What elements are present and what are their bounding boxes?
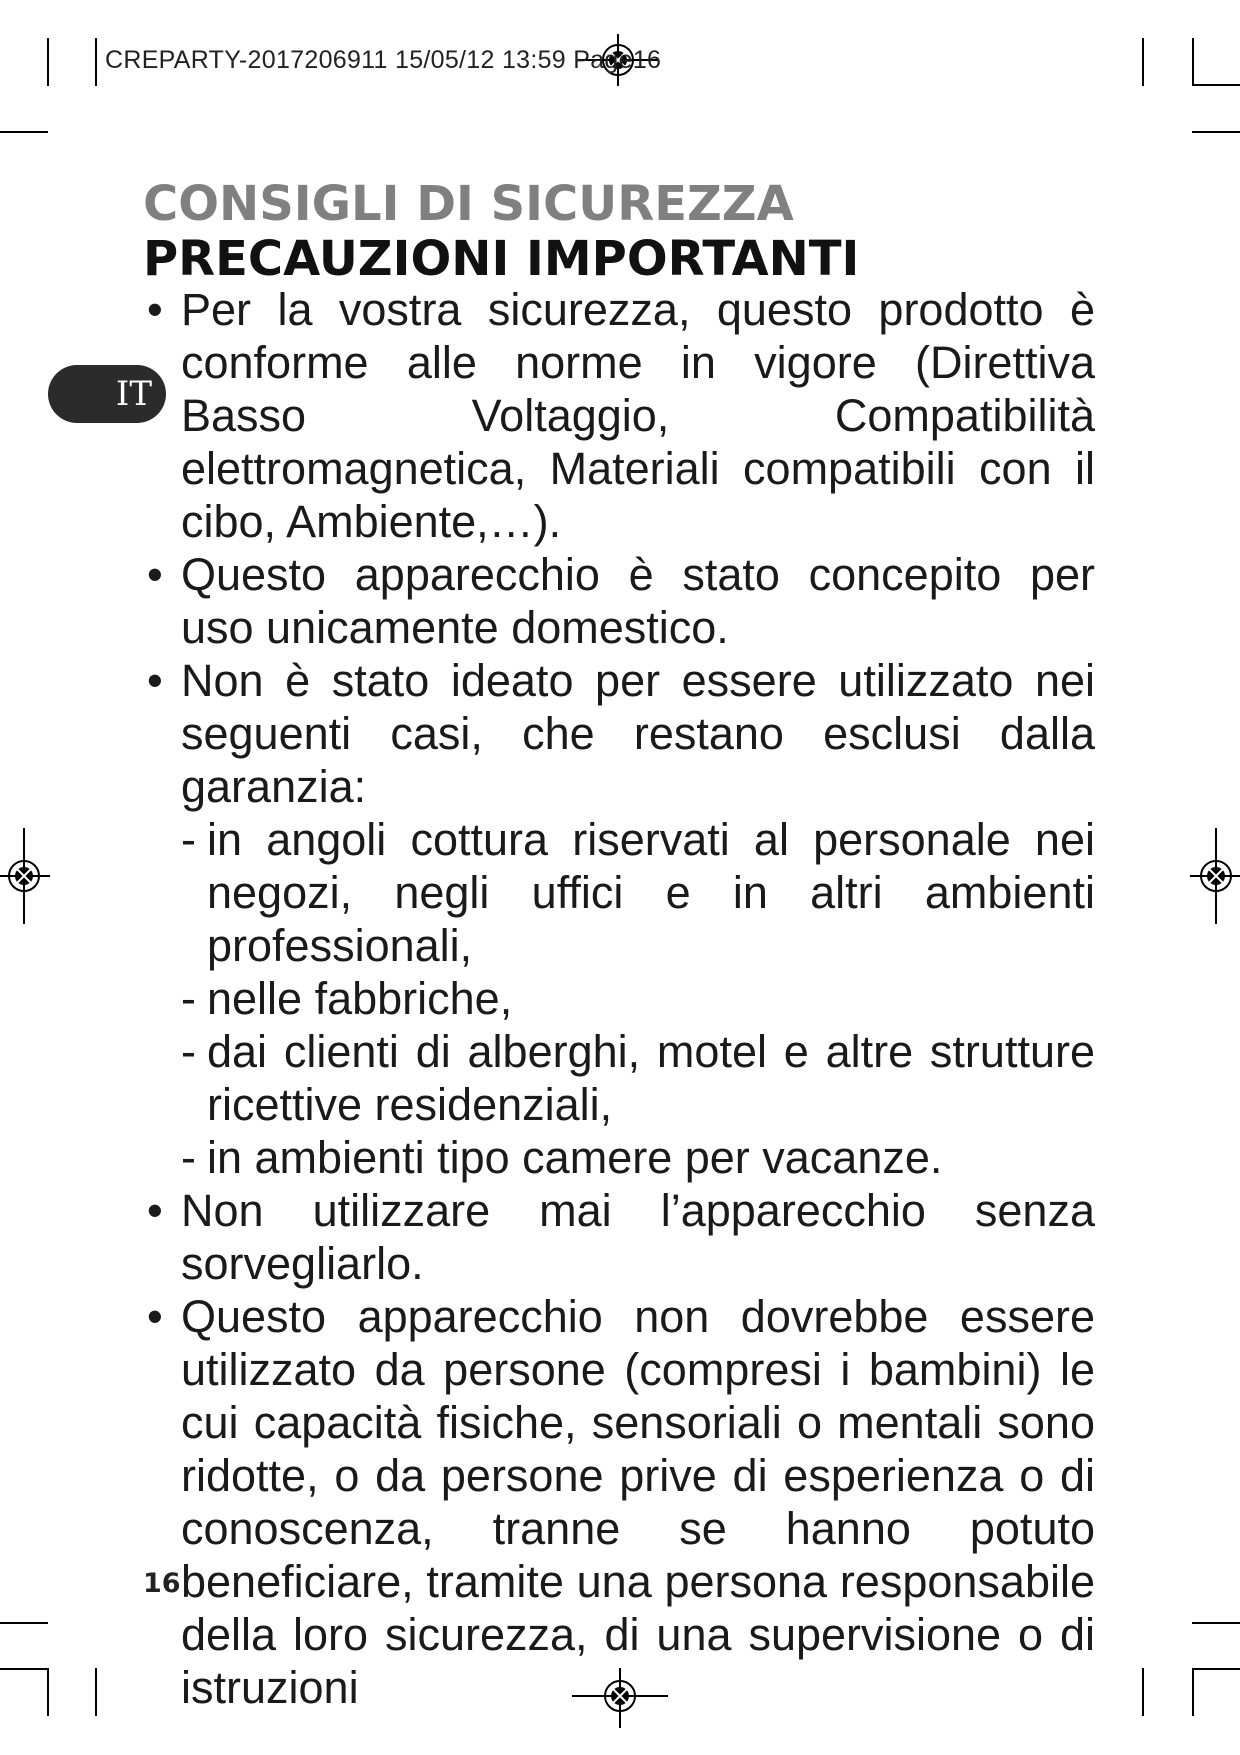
crop-mark (1142, 38, 1144, 86)
safety-text (143, 283, 1095, 1714)
crop-mark (95, 1668, 97, 1716)
section-title: CONSIGLI DI SICUREZZA (143, 176, 794, 232)
sub-list-item-text: nelle fabbriche, (207, 973, 513, 1024)
page-heading: PRECAUZIONI IMPORTANTI (143, 231, 860, 287)
crop-mark (1192, 38, 1194, 86)
list-item-text: Questo apparecchio non dovrebbe essere utilizzato da persone (compresi i bambini) le cui capacità fisiche, sensoriali o mentali sono ridotte, o da persone prive di esperienza o di conoscenza, tranne se hanno potuto beneficiare, tramite una persona responsabile della loro sicurezza, di una supervisione o di istruzioni (181, 1291, 1095, 1713)
crop-mark (1192, 1622, 1240, 1624)
list-item (143, 1290, 1095, 1714)
bullet-list (143, 283, 1095, 1714)
sub-list (181, 813, 1095, 1184)
registration-mark-icon (0, 828, 50, 924)
crop-mark (1192, 84, 1240, 86)
list-item (143, 1184, 1095, 1290)
list-item-text: Non è stato ideato per essere utilizzato nei seguenti casi, che restano esclusi dalla garanzia: (181, 655, 1095, 812)
crop-mark (95, 38, 97, 86)
list-item-text: Per la vostra sicurezza, questo prodotto è conforme alle norme in vigore (Direttiva Basso Voltaggio, Compatibilità elettromagnetica, Materiali compatibili con il cibo, Ambiente,…). (181, 284, 1095, 547)
crop-mark (0, 1622, 48, 1624)
crop-mark (0, 131, 48, 133)
sub-list-item-text: in angoli cottura riservati al personale nei negozi, negli uffici e in altri ambienti professionali, (207, 814, 1095, 971)
list-item (143, 548, 1095, 654)
list-item (143, 283, 1095, 548)
sub-list-item (181, 1025, 1095, 1131)
crop-mark (1192, 1668, 1240, 1670)
sub-list-item (181, 813, 1095, 972)
sub-list-item (181, 972, 1095, 1025)
crop-mark (1192, 1668, 1194, 1716)
list-item-text: Non utilizzare mai l’apparecchio senza sorvegliarlo. (181, 1185, 1095, 1289)
crop-mark (47, 1668, 49, 1716)
registration-mark-icon (1190, 828, 1240, 924)
print-slug: CREPARTY-2017206911 15/05/12 13:59 Page16 (105, 46, 662, 74)
crop-mark (1192, 131, 1240, 133)
sub-list-item-text: dai clienti di alberghi, motel e altre strutture ricettive residenziali, (207, 1026, 1095, 1130)
sub-list-item (181, 1131, 1095, 1184)
language-tab-label: IT (115, 374, 152, 414)
crop-mark (47, 38, 49, 86)
crop-mark (0, 1668, 48, 1670)
page-number: 16 (143, 1568, 181, 1599)
list-item-text: Questo apparecchio è stato concepito per uso unicamente domestico. (181, 549, 1095, 653)
list-item (143, 654, 1095, 1184)
sub-list-item-text: in ambienti tipo camere per vacanze. (207, 1132, 943, 1183)
crop-mark (1142, 1668, 1144, 1716)
